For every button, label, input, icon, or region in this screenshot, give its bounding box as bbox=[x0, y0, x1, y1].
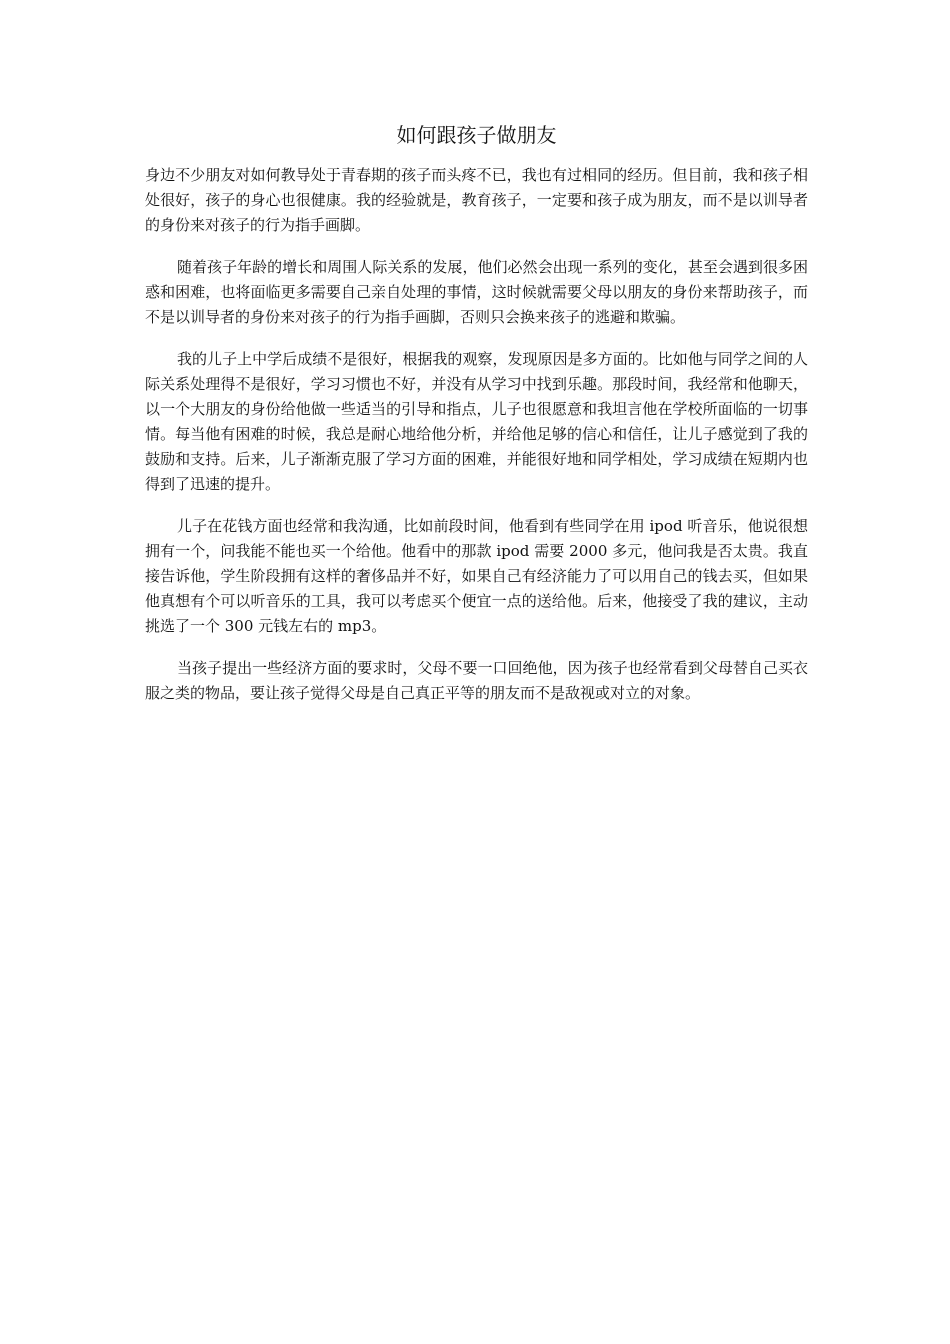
paragraph-5: 当孩子提出一些经济方面的要求时，父母不要一口回绝他，因为孩子也经常看到父母替自己买衣服之类的物品，要让孩子觉得父母是自己真正平等的朋友而不是敌视或对立的对象。 bbox=[145, 659, 808, 702]
paragraph-1: 身边不少朋友对如何教导处于青春期的孩子而头疼不已，我也有过相同的经历。但目前，我和孩子相处很好，孩子的身心也很健康。我的经验就是，教育孩子，一定要和孩子成为朋友，而不是以训导者的身份来对孩子的行为指手画脚。 bbox=[145, 166, 808, 234]
document-body bbox=[145, 117, 808, 723]
paragraph-4: 儿子在花钱方面也经常和我沟通，比如前段时间，他看到有些同学在用 ipod 听音乐，他说很想拥有一个，问我能不能也买一个给他。他看中的那款 ipod 需要 2000 多元，他问我是否太贵。我直接告诉他，学生阶段拥有这样的奢侈品并不好，如果自己有经济能力了可以用自己的钱去买，但如果他真想有个可以听音乐的工具，我可以考虑买个便宜一点的送给他。后来，他接受了我的建议，主动挑选了一个 300 元钱左右的 mp3。 bbox=[145, 517, 808, 635]
paragraph-3: 我的儿子上中学后成绩不是很好，根据我的观察，发现原因是多方面的。比如他与同学之间的人际关系处理得不是很好，学习习惯也不好，并没有从学习中找到乐趣。那段时间，我经常和他聊天，以一个大朋友的身份给他做一些适当的引导和指点，儿子也很愿意和我坦言他在学校所面临的一切事情。每当他有困难的时候，我总是耐心地给他分析，并给他足够的信心和信任，让儿子感觉到了我的鼓励和支持。后来，儿子渐渐克服了学习方面的困难，并能很好地和同学相处，学习成绩在短期内也得到了迅速的提升。 bbox=[145, 350, 808, 493]
paragraph-2: 随着孩子年龄的增长和周围人际关系的发展，他们必然会出现一系列的变化，甚至会遇到很多困惑和困难，也将面临更多需要自己亲自处理的事情，这时候就需要父母以朋友的身份来帮助孩子，而不是以训导者的身份来对孩子的行为指手画脚，否则只会换来孩子的逃避和欺骗。 bbox=[145, 258, 808, 326]
document-title: 如何跟孩子做朋友 bbox=[396, 123, 557, 147]
